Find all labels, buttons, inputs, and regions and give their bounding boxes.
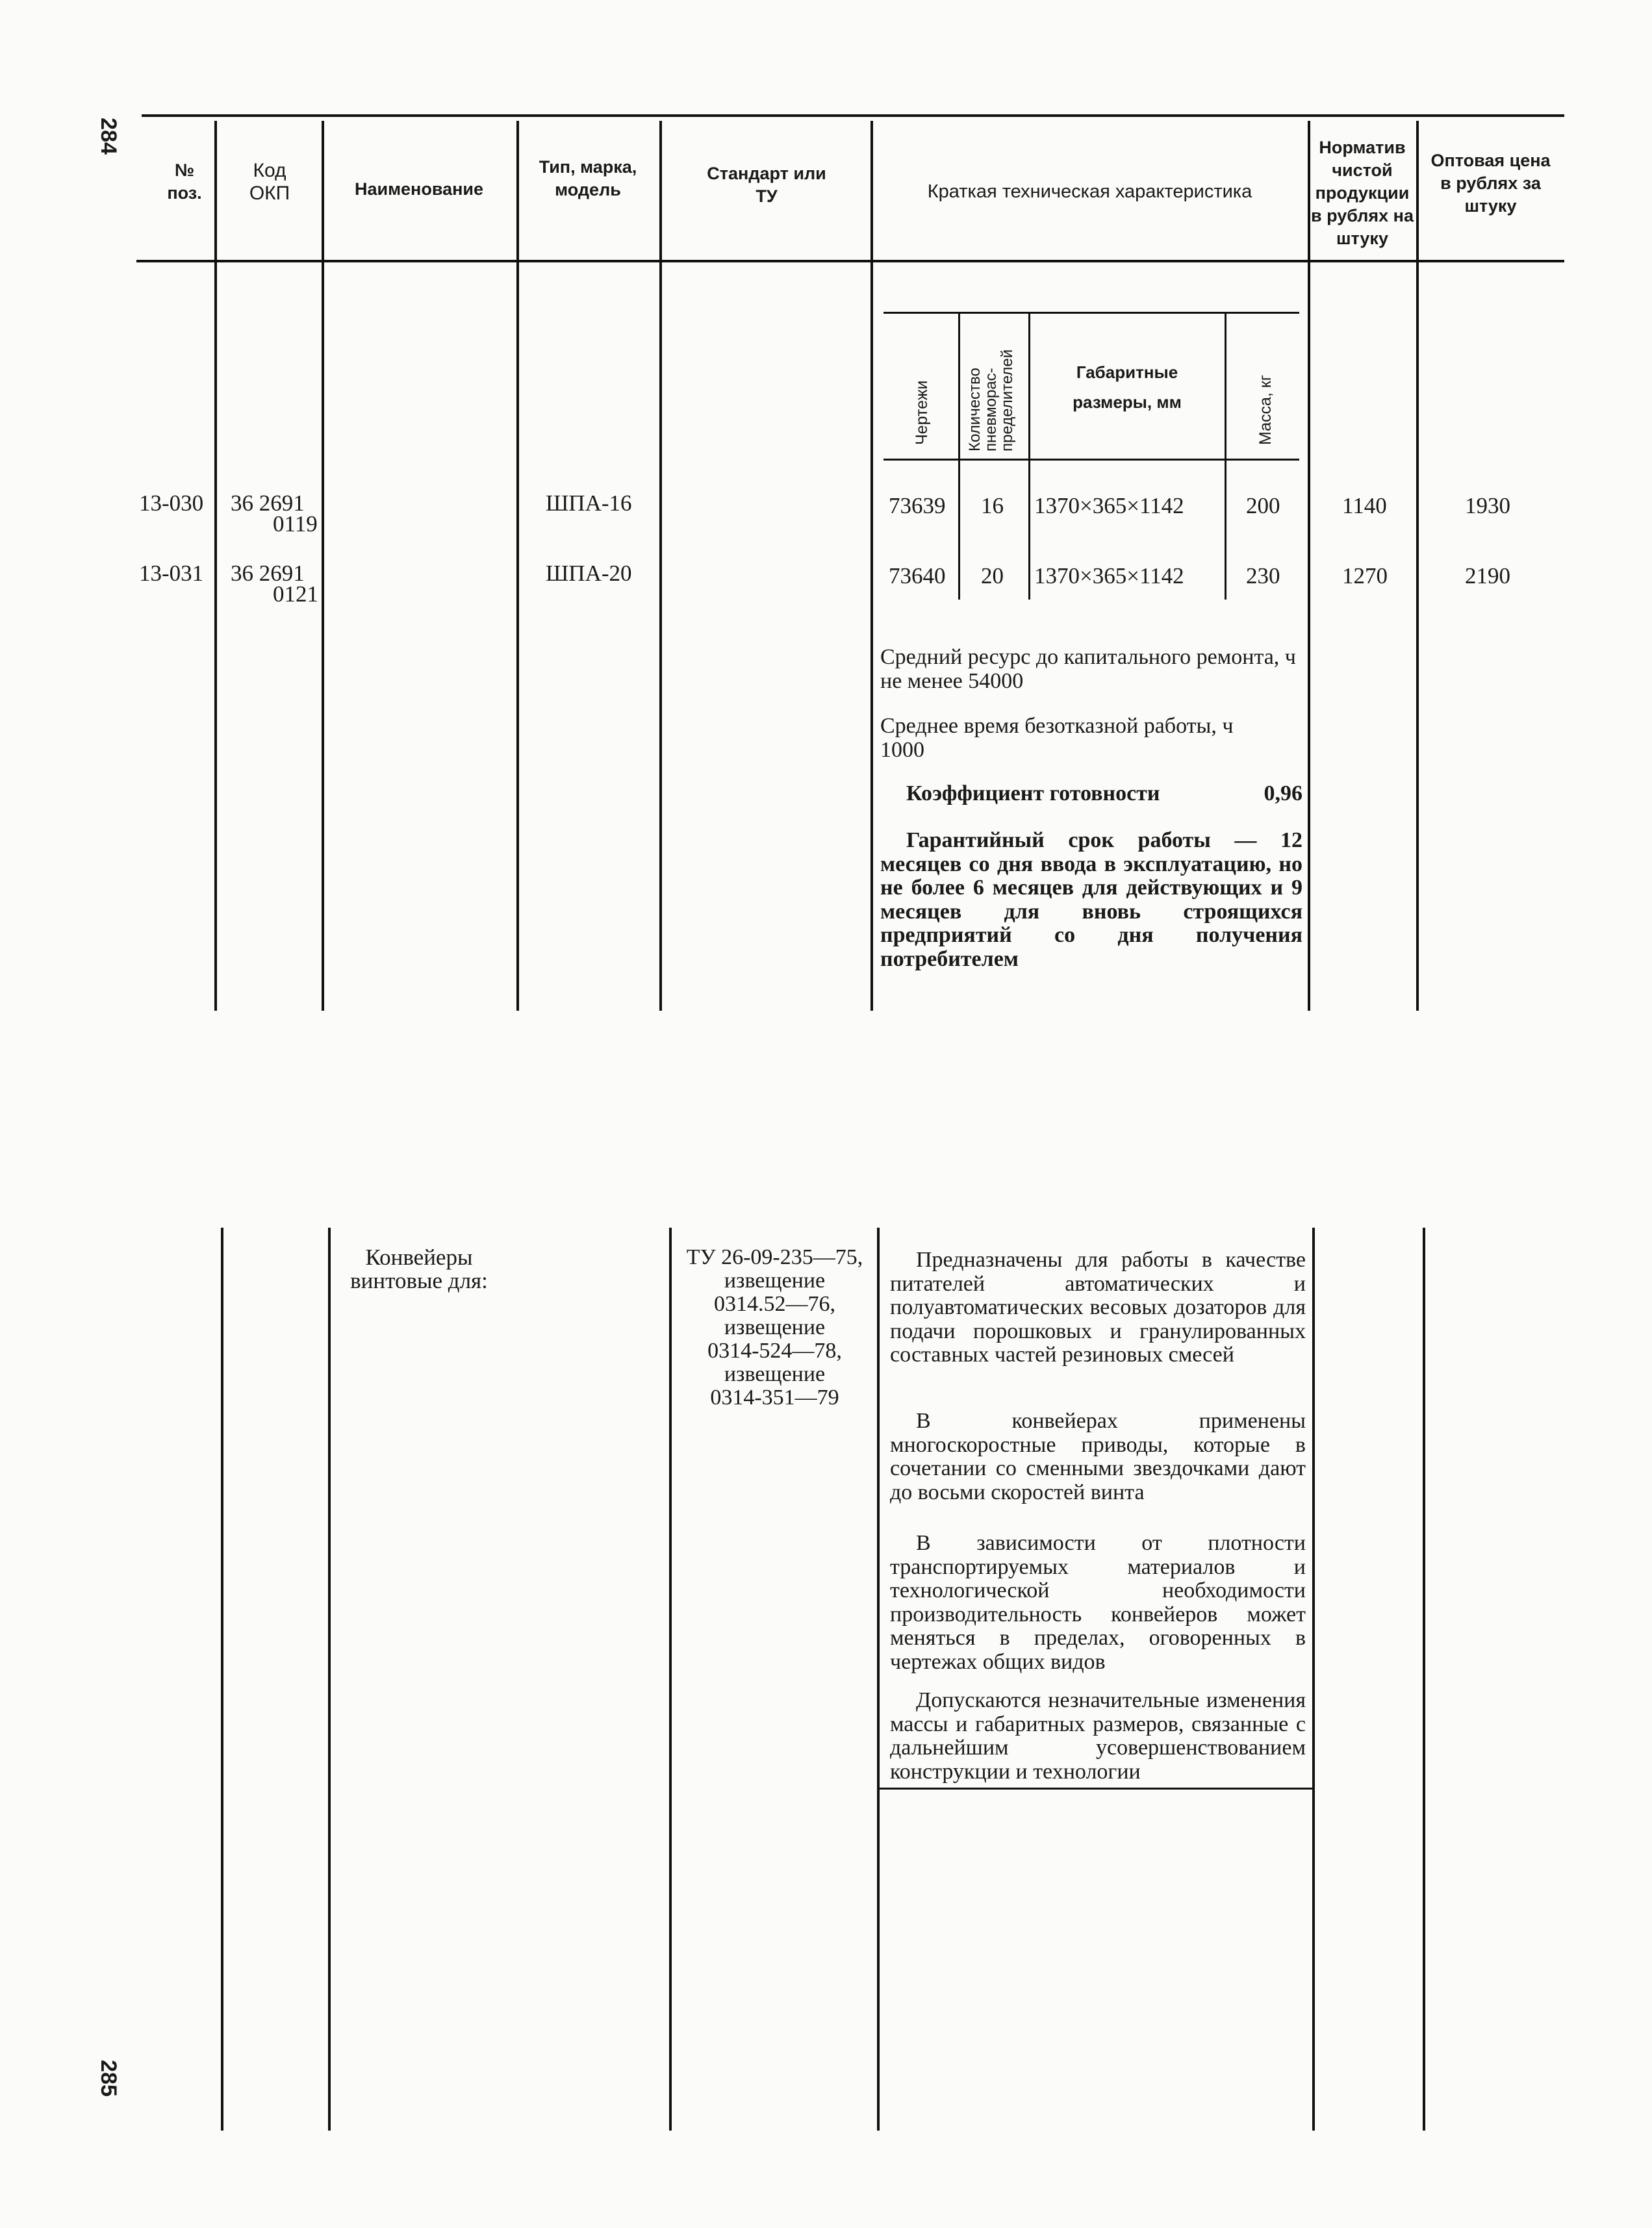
header-code: Код ОКП — [249, 160, 290, 204]
header-pos: № поз. — [167, 160, 202, 203]
row-1-price: 1930 — [1465, 493, 1510, 518]
header-price: Оптовая цена в рублях за штуку — [1430, 151, 1551, 216]
header-spec: Краткая техническая характеристика — [927, 181, 1252, 202]
col-line-5 — [870, 121, 873, 1011]
standard-line: извещение — [724, 1315, 826, 1339]
spec-mtbf-value: 1000 — [880, 737, 924, 762]
row-2-norm: 1270 — [1342, 563, 1388, 589]
spec-mtbf: Среднее время безотказной работы, ч 1000 — [880, 715, 1303, 762]
conveyor-paragraph-3: В зависимости от плотности транспортируемых материалов и технологической необходимости производительность конвейеров может меняться в пределах, оговоренных в чертежах общих видов — [890, 1531, 1306, 1674]
row-2-mass: 230 — [1246, 563, 1280, 589]
conveyor-paragraph-4: Допускаются незначительные изменения массы и габаритных размеров, связанные с дальнейшим усовершенствованием конструкции и технологии — [890, 1688, 1306, 1784]
header-bottom-rule — [136, 260, 1564, 262]
subheader-dims: Габаритные размеры, мм — [1073, 362, 1182, 412]
row-2-dims: 1370×365×1142 — [1034, 563, 1184, 589]
spec-availability-value: 0,96 — [1264, 781, 1303, 805]
spec-resource: Средний ресурс до капитального ремонта, ч не менее 54000 — [880, 646, 1303, 693]
row-2-model: ШПА-20 — [546, 561, 632, 586]
conveyor-standard — [676, 1246, 874, 1410]
bottom-col-line-5 — [1312, 1228, 1315, 2131]
spec-resource-value: не менее 54000 — [880, 668, 1024, 693]
standard-line: извещение — [724, 1269, 826, 1293]
header-norm: Норматив чистой продукции в рублях на штуку — [1311, 138, 1414, 248]
subtable-col-2 — [1028, 314, 1030, 600]
header-type: Тип, марка, модель — [539, 157, 637, 199]
row-1-dims: 1370×365×1142 — [1034, 493, 1184, 518]
standard-line: 0314.52—76, — [714, 1292, 835, 1316]
row-1-code2: 0119 — [273, 511, 318, 537]
row-2-code1: 36 2691 — [231, 561, 305, 586]
spec-availability: Коэффициент готовности 0,96 — [906, 781, 1303, 805]
subheader-count: Количество пневморас-пределителей — [966, 349, 1016, 451]
conveyor-paragraph-1: Предназначены для работы в качестве питателей автоматических и полуавтоматических весовых дозаторов для подачи порошковых и гранулированных составных частей резиновых смесей — [890, 1248, 1306, 1367]
row-1-mass: 200 — [1246, 493, 1280, 518]
row-2-pos: 13-031 — [139, 561, 204, 586]
standard-line: 0314-524—78, — [707, 1339, 842, 1363]
col-line-7 — [1416, 121, 1419, 1011]
bottom-col-line-3 — [669, 1228, 672, 2131]
row-1-drawing: 73639 — [889, 493, 946, 518]
row-1-code1: 36 2691 — [231, 490, 305, 516]
bottom-col-line-2 — [328, 1228, 331, 2131]
col-line-4 — [659, 121, 662, 1011]
col-line-3 — [516, 121, 519, 1011]
standard-line: извещение — [724, 1362, 826, 1386]
conveyor-paragraph-2: В конвейерах применены многоскоростные приводы, которые в сочетании со сменными звездочками дают до восьми скоростей винта — [890, 1409, 1306, 1504]
standard-line: ТУ 26-09-235—75, — [686, 1245, 863, 1269]
col-line-6 — [1308, 121, 1310, 1011]
row-2-drawing: 73640 — [889, 563, 946, 589]
bottom-col-line-1 — [221, 1228, 223, 2131]
row-2-count: 20 — [981, 563, 1004, 589]
page-number-bottom: 285 — [95, 2060, 121, 2097]
page-number-top: 284 — [95, 118, 121, 155]
row-1-model: ШПА-16 — [546, 490, 632, 516]
subtable-col-3 — [1225, 314, 1226, 600]
subheader-drawing: Чертежи — [913, 380, 931, 445]
spec-warranty: Гарантийный срок работы — 12 месяцев со дня ввода в эксплуатацию, но не более 6 месяцев для действующих и 9 месяцев для вновь строящихся предприятий со дня получения потребителем — [880, 828, 1303, 971]
bottom-col-line-4 — [877, 1228, 880, 2131]
subtable-bottom-rule — [883, 459, 1299, 461]
row-2-code2: 0121 — [273, 581, 318, 607]
col-line-2 — [322, 121, 324, 1011]
bottom-col-line-6 — [1423, 1228, 1425, 2131]
row-1-norm: 1140 — [1342, 493, 1387, 518]
row-1-pos: 13-030 — [139, 490, 204, 516]
row-1-count: 16 — [981, 493, 1004, 518]
conveyor-text-end-rule — [878, 1788, 1312, 1790]
subtable-col-1 — [958, 314, 960, 600]
header-name: Наименование — [354, 179, 484, 199]
header-standard: Стандарт или ТУ — [707, 164, 826, 206]
header-top-rule — [142, 114, 1564, 117]
standard-line: 0314-351—79 — [710, 1386, 839, 1410]
conveyor-name: Конвейеры винтовые для: — [350, 1245, 488, 1293]
row-2-price: 2190 — [1465, 563, 1510, 589]
subheader-mass: Масса, кг — [1256, 375, 1275, 445]
subtable-top-rule — [883, 312, 1299, 314]
col-line-1 — [214, 121, 217, 1011]
